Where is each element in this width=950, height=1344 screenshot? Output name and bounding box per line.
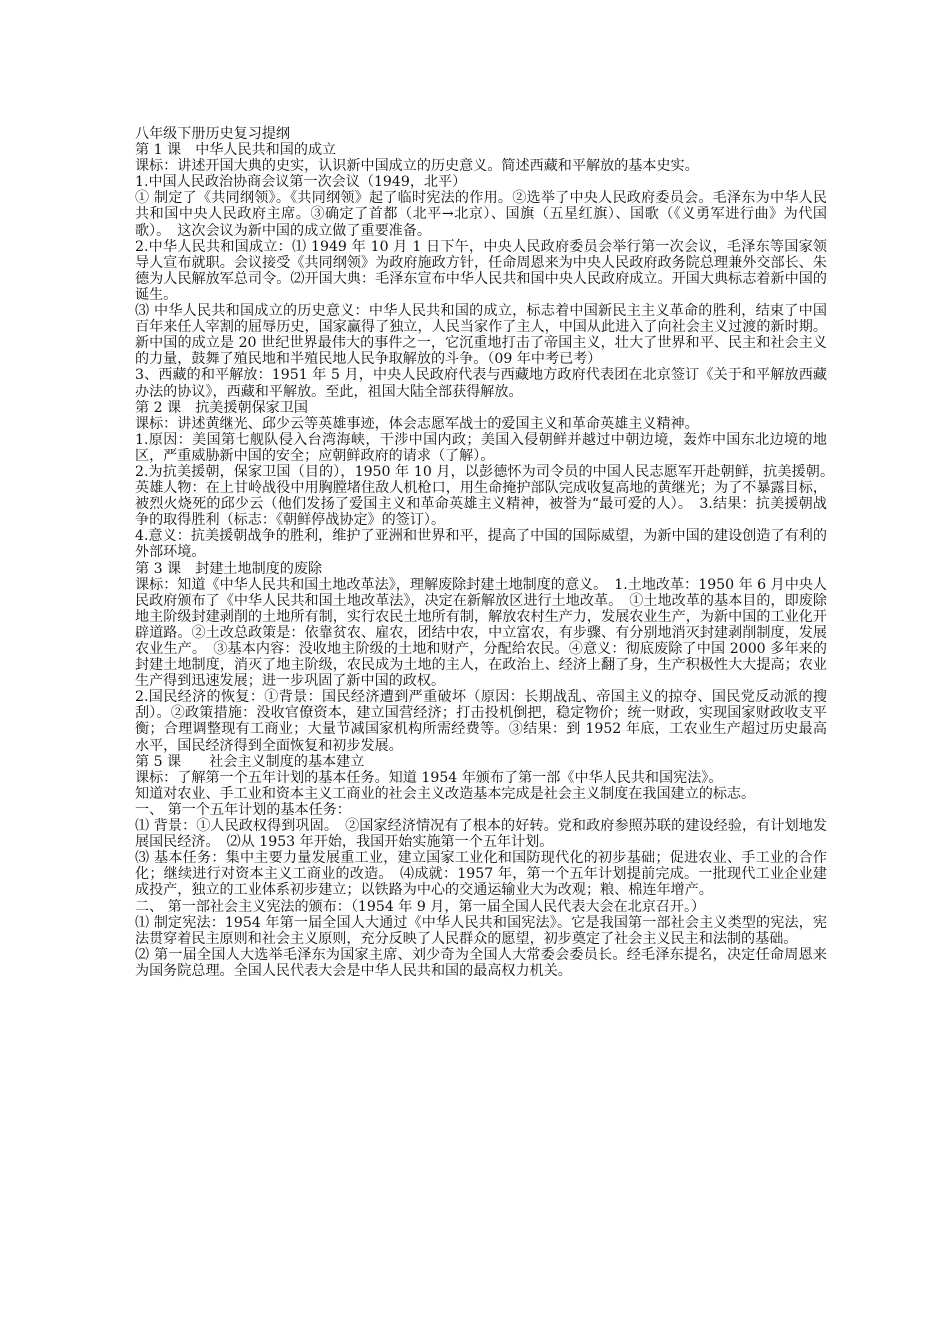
- paragraph: 2.中华人民共和国成立：⑴ 1949 年 10 月 1 日下午，中央人民政府委员会举行第一次会议，毛泽东等国家领导人宣布就职。会议接受《共同纲领》为政府施政方针，任命周恩来为中央人民政府政务院总理兼外交部长、朱德为人民解放军总司令。⑵开国大典：毛泽东宣布中华人民共和国中央人民政府成立。开国大典标志着新中国的诞生。: [135, 238, 827, 303]
- paragraph: ⑴ 背景：①人民政权得到巩固。 ②国家经济情况有了根本的好转。党和政府参照苏联的建设经验，有计划地发展国民经济。 ⑵从 1953 年开始，我国开始实施第一个五年计划。: [135, 818, 827, 851]
- paragraph: 第 3 课 封建土地制度的废除: [135, 560, 323, 577]
- paragraph: 第 2 课 抗美援朝保家卫国: [135, 399, 308, 416]
- paragraph: 课标：讲述黄继光、邱少云等英雄事迹，体会志愿军战士的爱国主义和革命英雄主义精神。: [135, 415, 699, 432]
- paragraph: ⑶ 中华人民共和国成立的历史意义：中华人民共和国的成立，标志着中国新民主主义革命的胜利，结束了中国百年来任人宰割的屈辱历史，国家赢得了独立，人民当家作了主人，中国从此进入了向社会主义过渡的新时期。新中国的成立是 20 世纪世界最伟大的事件之一，它沉重地打击了帝国主义，壮大了世界和平、民主和社会主义的力量，鼓舞了殖民地和半殖民地人民争取解放的斗争。（09 年中考已考）: [135, 303, 827, 368]
- paragraph: 3、西藏的和平解放：1951 年 5 月，中央人民政府代表与西藏地方政府代表团在北京签订《关于和平解放西藏办法的协议》，西藏和平解放。至此，祖国大陆全部获得解放。: [135, 367, 827, 400]
- paragraph: 课标：了解第一个五年计划的基本任务。知道 1954 年颁布了第一部《中华人民共和国宪法》。: [135, 769, 723, 786]
- paragraph: 4.意义：抗美援朝战争的胜利，维护了亚洲和世界和平，提高了中国的国际威望，为新中国的建设创造了有利的外部环境。: [135, 528, 827, 561]
- paragraph: 一、 第一个五年计划的基本任务：: [135, 801, 351, 818]
- paragraph: ⑴ 制定宪法：1954 年第一届全国人大通过《中华人民共和国宪法》。它是我国第一部社会主义类型的宪法，宪法贯穿着民主原则和社会主义原则，充分反映了人民群众的愿望，初步奠定了社会主义民主和法制的基础。: [135, 914, 827, 947]
- paragraph: ⑶ 基本任务：集中主要力量发展重工业，建立国家工业化和国防现代化的初步基础；促进农业、手工业的合作化；继续进行对资本主义工商业的改造。 ⑷成就：1957 年，第一个五年计划提前完成。一批现代工业企业建成投产，独立的工业体系初步建立；以铁路为中心的交通运输业大为改观；粮、棉连年增产。: [135, 850, 827, 899]
- document-title: 八年级下册历史复习提纲: [135, 126, 291, 142]
- paragraph: ① 制定了《共同纲领》。《共同纲领》起了临时宪法的作用。②选举了中央人民政府委员会。毛泽东为中华人民共和国中央人民政府主席。③确定了首都（北平→北京）、国旗（五星红旗）、国歌（《义勇军进行曲》为代国歌）。 这次会议为新中国的成立做了重要准备。: [135, 190, 827, 239]
- paragraph: 二、 第一部社会主义宪法的颁布：（1954 年 9 月，第一届全国人民代表大会在北京召开。）: [135, 898, 706, 915]
- paragraph: 1.原因：美国第七舰队侵入台湾海峡，干涉中国内政；美国入侵朝鲜并越过中朝边境，轰炸中国东北边境的地区，严重威胁新中国的安全；应朝鲜政府的请求（了解）。: [135, 431, 827, 464]
- document-body: [135, 142, 842, 979]
- paragraph: 2.国民经济的恢复：①背景：国民经济遭到严重破坏（原因：长期战乱、帝国主义的掠夺、国民党反动派的搜刮）。②政策措施：没收官僚资本，建立国营经济；打击投机倒把，稳定物价；统一财政，实现国家财政收支平衡；合理调整现有工商业；大量节减国家机构所需经费等。③结果：到 1952 年底，工农业生产超过历史最高水平，国民经济得到全面恢复和初步发展。: [135, 689, 827, 754]
- paragraph: 第 5 课 社会主义制度的基本建立: [135, 753, 365, 770]
- paragraph: 知道对农业、手工业和资本主义工商业的社会主义改造基本完成是社会主义制度在我国建立的标志。: [135, 785, 756, 802]
- paragraph: 课标：知道《中华人民共和国土地改革法》，理解废除封建土地制度的意义。 1.土地改革：1950 年 6 月中央人民政府颁布了《中华人民共和国土地改革法》，决定在新解放区进行土地改革。 ①土地改革的基本目的，即废除地主阶级封建剥削的土地所有制，实行农民土地所有制，解放农村生产力，发展农业生产，为新中国的工业化开辟道路。②土改总政策是：依靠贫农、雇农，团结中农，中立富农，有步骤、有分别地消灭封建剥削制度，发展农业生产。 ③基本内容：没收地主阶级的土地和财产，分配给农民。④意义：彻底废除了中国 2000 多年来的封建土地制度，消灭了地主阶级，农民成为土地的主人，在政治上、经济上翻了身，生产积极性大大提高；农业生产得到迅速发展；进一步巩固了新中国的政权。: [135, 576, 827, 690]
- paragraph: ⑵ 第一届全国人大选举毛泽东为国家主席、刘少奇为全国人大常委会委员长。经毛泽东提名，决定任命周恩来为国务院总理。全国人民代表大会是中华人民共和国的最高权力机关。: [135, 946, 827, 979]
- paragraph: 第 1 课 中华人民共和国的成立: [135, 142, 337, 159]
- document-page: [135, 126, 842, 979]
- paragraph: 1.中国人民政治协商会议第一次会议（1949，北平）: [135, 174, 467, 191]
- paragraph: 2.为抗美援朝，保家卫国（目的），1950 年 10 月，以彭德怀为司令员的中国人民志愿军开赴朝鲜，抗美援朝。 英雄人物：在上甘岭战役中用胸膛堵住敌人机枪口，用生命掩护部队完成收复高地的黄继光；为了不暴露目标，被烈火烧死的邱少云（他们发扬了爱国主义和革命英雄主义精神，被誉为“最可爱的人）。 3.结果：抗美援朝战争的取得胜利（标志：《朝鲜停战协定》的签订）。: [135, 463, 842, 529]
- paragraph: 课标：讲述开国大典的史实，认识新中国成立的历史意义。简述西藏和平解放的基本史实。: [135, 158, 699, 175]
